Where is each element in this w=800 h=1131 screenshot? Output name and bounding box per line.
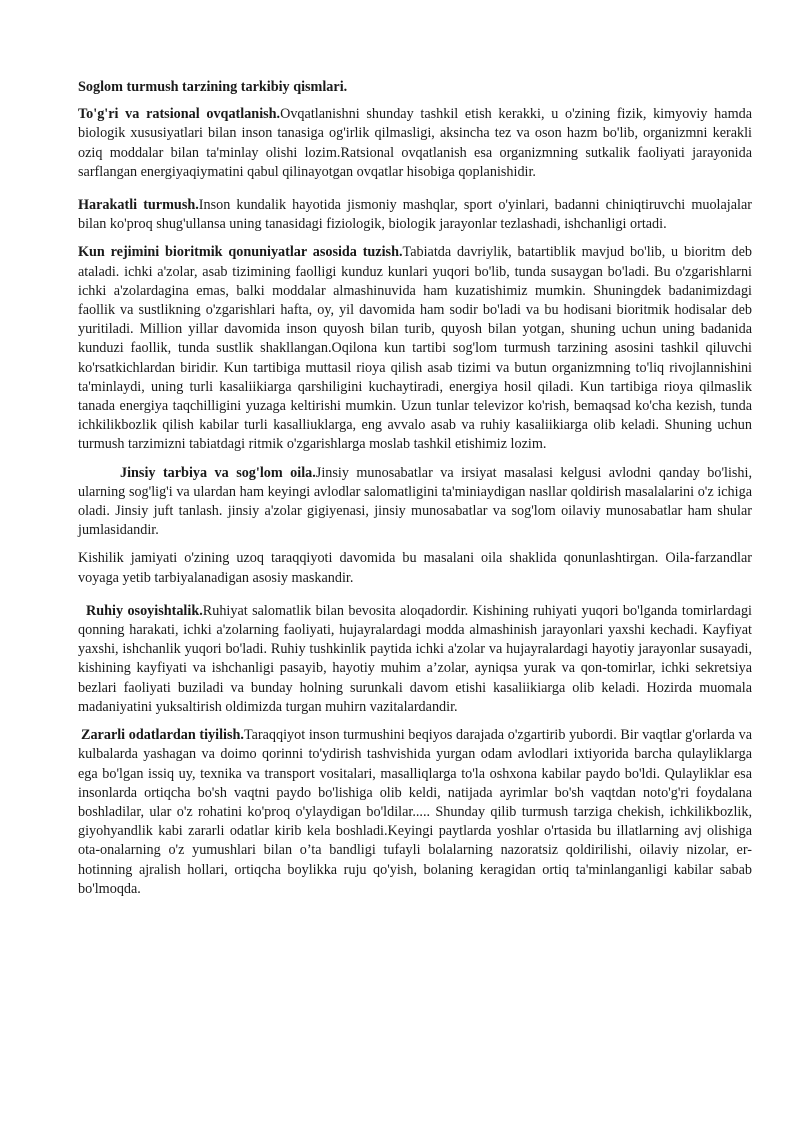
section-family — [78, 464, 752, 541]
section-heading: Jinsiy tarbiya va sog'lom oila. — [120, 464, 316, 481]
section-heading: Zararli odatlardan tiyilish. — [81, 727, 244, 744]
section-text: Kishilik jamiyati o'zining uzoq taraqqiyoti davomida bu masalani oila shaklida qonunlashtirgan. Oila-farzandlar voyaga yetib tarbiyalanadigan asosiy maskandir. — [78, 550, 752, 586]
section-text: Tabiatda davriylik, batartiblik mavjud bo'lib, u bioritm deb ataladi. ichki a'zolar, asab tizimining faolligi kunduz kunlari yuqori bo'lib, tunda susaygan bo'ladi. Bu o'zgarishlarni ichki a'zolardagina emas, balki moddalar almashinuvida ham kuzatishimiz mumkin. Shuningdek badanimizdagi faollik va sustlikning o'zgarishlari hafta, oy, yil davomida ham sodir bo'ladi va bu hodisani bioritmik hodisalar deb yuritiladi. Million yillar davomida inson quyosh bilan turib, quyosh bilan yotgan, shuning uchun uning badanida kunduzi faollik, tunda sustlik shakllangan.Oqilona kun tartibi sog'lom turmush tarzining asosini tashkil qiluvchi ko'rsatkichlardan biridir. Kun tartibiga muttasil rioya qilish asab tizimi va butun organizmning to'liq rivojlannishini ta'minlaydi, uning turli kasaliikiarga qarshiligini kuchaytiradi, energiya hosil qiladi. Kun tartibiga rioya qilmaslik tanada energiya taqchilligini yuzaga keltirishi mumkin. Uzun tunlar televizor ko'rish, bemaqsad ko'cha kezish, tunda ichkilikbozlik qilish kabilar turli kasalliuklarga, eng avvalo asab va ruhiy kasaliikiarga olib keladi. Shuning uchun turmush tarzimizni tabiatdagi ritmik o'zgarishlarga moslab tashkil etishimiz lozim. — [78, 244, 753, 453]
section-nutrition — [78, 105, 752, 182]
section-text: Jinsiy munosabatlar va irsiyat masalasi kelgusi avlodni qanday bo'lishi, ularning sog'lig'i va ulardan ham keyingi avlodlar salomatligini ta'miniaydigan nasllar qoldirish masalalarini o'z ichiga oladi. Jinsiy juft tanlash. jinsiy a'zolar gigiyenasi, jinsiy munosabatlar va sog'lom oilaviy munosabatlar ham shular jumlasidandir. — [78, 464, 752, 539]
section-heading: To'g'ri va ratsional ovqatlanish. — [78, 106, 281, 123]
section-heading: Ruhiy osoyishtalik. — [86, 602, 203, 619]
section-heading: Kun rejimini bioritmik qonuniyatlar asosida tuzish. — [78, 244, 403, 261]
section-heading: Harakatli turmush. — [78, 197, 199, 214]
section-text: Ovqatlanishni shunday tashkil etish kerakki, u o'zining fizik, kimyoviy hamda biologik xususiyatlari bilan inson tanasiga og'irlik qilmasligi, aksincha tez va oson hazm bo'lib, organizmni kerakli oziq moddalar bilan ta'minlay olishi lozim.Ratsional ovqatlanish esa organizmning sutkalik faoliyati jarayonida sarflangan energiyaqiymatini qabul qilinayotgan ovqatlar hisobiga qoplanishidir. — [78, 106, 752, 180]
section-harmful-habits — [78, 726, 752, 899]
section-mental-calm — [78, 602, 752, 717]
section-family-continued — [78, 549, 752, 587]
section-active-lifestyle — [78, 196, 752, 234]
section-text: Ruhiyat salomatlik bilan bevosita aloqadordir. Kishining ruhiyati yuqori bo'lganda tomirlardagi qonning harakati, ichki a'zolarning faoliyati, hujayralardagi modda almashinish jarayonlari yaxshi kechadi. Kayfiyat yaxshi, ishchanlik yuqori bo'ladi. Ruhiy tushkinlik paytida ichki a'zolar va hujayralardagi hayotiy jarayonlar susayadi, kishining kayfiyati va ishchanligi pasayib, hayotiy muhim a’zolar, ayniqsa yurak va qon-tomirlar, ichki sekretsiya bezlari faoliyati buziladi va bunday holning surunkali davom etishi kasaliikiarga olib keladi. Hozirda muomala madaniyatini yuksaltirish oldimizda turgan muhirn vazitalardandir. — [78, 602, 752, 715]
section-text: Inson kundalik hayotida jismoniy mashqlar, sport o'yinlari, badanni chiniqtiruvchi muolajalar bilan ko'proq shug'ullansa uning tanasidagi fiziologik, biologik jarayonlar tezlashadi, ishchanligi ortadi. — [78, 197, 752, 233]
section-daily-routine — [78, 243, 752, 454]
document-title: Soglom turmush tarzining tarkibiy qismlari. — [78, 79, 348, 95]
document-page — [78, 78, 752, 908]
section-text: Taraqqiyot inson turmushini beqiyos darajada o'zgartirib yubordi. Bir vaqtlar g'orlarda va kulbalarda yashagan va doimo qorinni to'ydirish tashvishida yurgan odam avlodlari ixtiyorida barcha qulayliklarga ega bo'lgan issiq uy, texnika va transport vositalari, masalliqlarga to'la oshxona kabilar paydo bo'ldi. Qulayliklar esa insonlarda ortiqcha bo'sh vaqtni paydo bo'lishiga olib keldi, natijada ayrimlar bo'sh vaqtdan noto'g'ri foydalana boshladilar, ular o'z rohatini ko'proq o'ylaydigan bo'ldilar..... Shunday qilib turmush tarziga chekish, ichkilikbozlik, giyohyandlik kabi zararli odatlar kirib kela boshladi.Keyingi paytlarda yoshlar o'rtasida bu illatlarning avj olishiga ota-onalarning o'z yumushlari bilan o’ta bandligi tufayli bolalarning nazoratsiz qoldirilishi, oilaviy nizolar, er-hotinning ajralish hollari, ortiqcha boylikka ruju qo'yish, bolaning keragidan ortiq ta'minlanganligi kabilar sabab bo'lmoqda. — [78, 727, 752, 897]
